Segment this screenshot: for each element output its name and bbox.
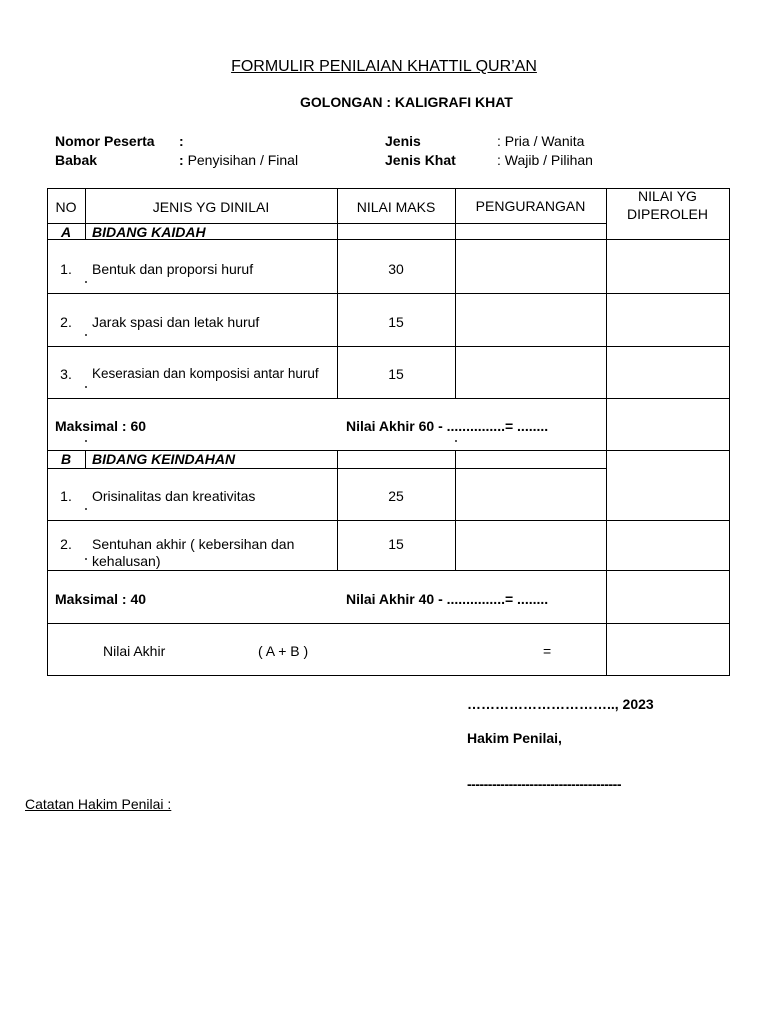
form-title: FORMULIR PENILAIAN KHATTIL QUR’AN — [231, 58, 537, 75]
nomor-peserta-colon: : — [179, 133, 184, 149]
jenis-label: Jenis — [385, 133, 421, 149]
jenis-value: : Pria / Wanita — [497, 133, 585, 149]
row-b2-item: Sentuhan akhir ( kebersihan dan — [92, 536, 295, 552]
row-a3-maks: 15 — [388, 366, 404, 382]
row-b1-maks: 25 — [388, 488, 404, 504]
row-b2-item-cont: kehalusan) — [92, 553, 161, 569]
row-a2-maks: 15 — [388, 314, 404, 330]
final-label: Nilai Akhir — [103, 643, 166, 659]
header-nilai-diperoleh-line1: NILAI YG — [638, 188, 697, 204]
row-b1-item: Orisinalitas dan kreativitas — [92, 488, 256, 504]
section-a-nilai-akhir: Nilai Akhir 60 - ...............= ........ — [346, 418, 549, 434]
header-pengurangan: PENGURANGAN — [475, 198, 586, 214]
row-b1-no: 1. — [60, 488, 72, 504]
catatan-label: Catatan Hakim Penilai : — [25, 796, 172, 812]
jenis-khat-label: Jenis Khat — [385, 152, 456, 168]
row-b2-no: 2. — [60, 536, 72, 552]
babak-value — [179, 152, 298, 168]
form-subtitle: GOLONGAN : KALIGRAFI KHAT — [300, 94, 513, 110]
signature-date: ………………………….., 2023 — [467, 696, 654, 712]
jenis-khat-value: : Wajib / Pilihan — [497, 152, 593, 168]
assessment-table — [47, 188, 730, 676]
section-b-maksimal: Maksimal : 40 — [55, 591, 147, 607]
header-nilai-maks: NILAI MAKS — [356, 199, 436, 215]
header-nilai-diperoleh — [606, 187, 729, 223]
row-a2-no: 2. — [60, 314, 72, 330]
header-nilai-diperoleh-line2: DIPEROLEH — [627, 206, 708, 222]
section-a-title: BIDANG KAIDAH — [92, 224, 206, 240]
section-b-title: BIDANG KEINDAHAN — [92, 451, 236, 467]
final-formula: ( A + B ) — [258, 643, 309, 659]
section-b-nilai-akhir: Nilai Akhir 40 - ...............= ........ — [346, 591, 549, 607]
header-jenis: JENIS YG DINILAI — [152, 199, 270, 215]
signature-hakim: Hakim Penilai, — [467, 730, 562, 746]
row-a2-item: Jarak spasi dan letak huruf — [92, 314, 260, 330]
row-a1-item: Bentuk dan proporsi huruf — [92, 261, 254, 277]
section-a-code: A — [60, 224, 72, 240]
row-a3-item: Keserasian dan komposisi antar huruf — [92, 366, 319, 381]
babak-label: Babak — [55, 152, 98, 168]
signature-line: ------------------------------------- — [467, 776, 621, 792]
section-b-code: B — [60, 451, 72, 467]
row-a1-maks: 30 — [388, 261, 404, 277]
row-b2-maks: 15 — [388, 536, 404, 552]
header-no: NO — [55, 199, 77, 215]
row-a1-no: 1. — [60, 261, 72, 277]
row-a3-no: 3. — [60, 366, 72, 382]
babak-colon: : — [179, 152, 184, 168]
babak-options: Penyisihan / Final — [187, 152, 299, 168]
nomor-peserta-label: Nomor Peserta — [55, 133, 155, 149]
section-a-maksimal: Maksimal : 60 — [55, 418, 147, 434]
final-equals: = — [543, 643, 552, 659]
